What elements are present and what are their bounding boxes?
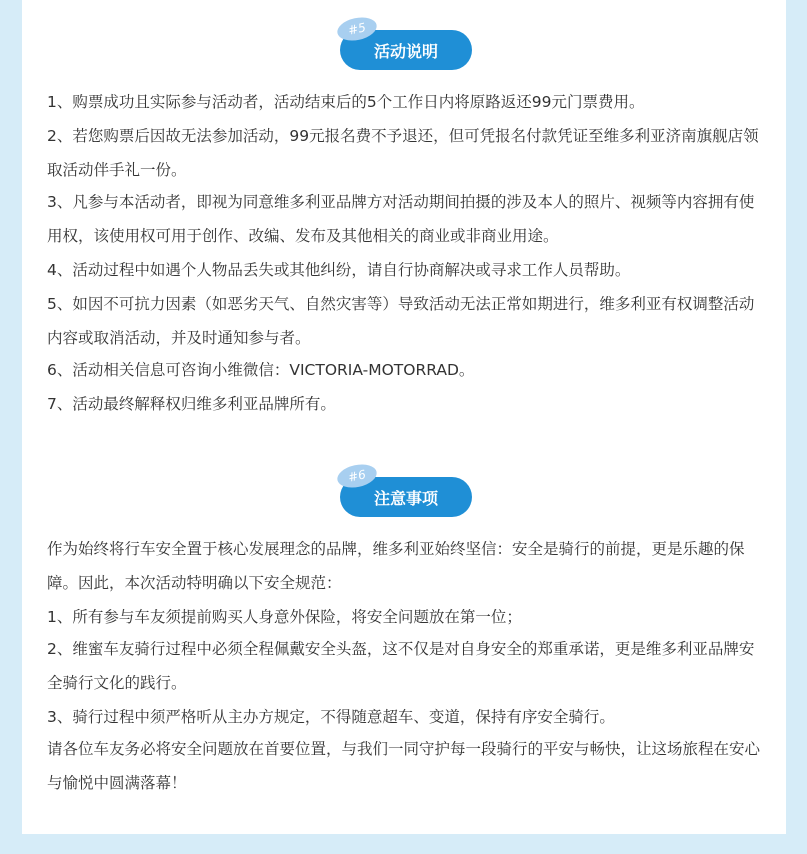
section-number-5: #5 bbox=[335, 14, 379, 44]
rule-item-6: 6、活动相关信息可咨询小维微信：VICTORIA-MOTORRAD。 bbox=[47, 361, 475, 379]
content-card bbox=[22, 0, 786, 834]
rule-item-7: 7、活动最终解释权归维多利亚品牌所有。 bbox=[47, 395, 336, 413]
section-badge-6 bbox=[340, 465, 472, 515]
section-title-5: 活动说明 bbox=[340, 30, 472, 70]
safety-closing: 请各位车友务必将安全问题放在首要位置，与我们一同守护每一段骑行的平安与畅快，让这场旅程在安心与愉悦中圆满落幕！ bbox=[47, 740, 761, 792]
section-badge-5 bbox=[340, 18, 472, 68]
safety-item-3: 3、骑行过程中须严格听从主办方规定，不得随意超车、变道，保持有序安全骑行。 bbox=[47, 708, 615, 726]
section-number-6: #6 bbox=[335, 461, 379, 491]
safety-item-2: 2、维蜜车友骑行过程中必须全程佩戴安全头盔，这不仅是对自身安全的郑重承诺，更是维多利亚品牌安全骑行文化的践行。 bbox=[47, 640, 755, 692]
safety-item-1: 1、所有参与车友须提前购买人身意外保险，将安全问题放在第一位； bbox=[47, 608, 522, 626]
rule-item-5: 5、如因不可抗力因素（如恶劣天气、自然灾害等）导致活动无法正常如期进行，维多利亚有权调整活动内容或取消活动，并及时通知参与者。 bbox=[47, 295, 755, 347]
rule-item-2: 2、若您购票后因故无法参加活动，99元报名费不予退还，但可凭报名付款凭证至维多利亚济南旗舰店领取活动伴手礼一份。 bbox=[47, 127, 759, 179]
section-title-6: 注意事项 bbox=[340, 477, 472, 517]
safety-intro: 作为始终将行车安全置于核心发展理念的品牌，维多利亚始终坚信：安全是骑行的前提，更是乐趣的保障。因此，本次活动特明确以下安全规范： bbox=[47, 540, 745, 592]
rule-item-1: 1、购票成功且实际参与活动者，活动结束后的5个工作日内将原路返还99元门票费用。 bbox=[47, 93, 645, 111]
rule-item-4: 4、活动过程中如遇个人物品丢失或其他纠纷，请自行协商解决或寻求工作人员帮助。 bbox=[47, 261, 631, 279]
rule-item-3: 3、凡参与本活动者，即视为同意维多利亚品牌方对活动期间拍摄的涉及本人的照片、视频等内容拥有使用权，该使用权可用于创作、改编、发布及其他相关的商业或非商业用途。 bbox=[47, 193, 755, 245]
